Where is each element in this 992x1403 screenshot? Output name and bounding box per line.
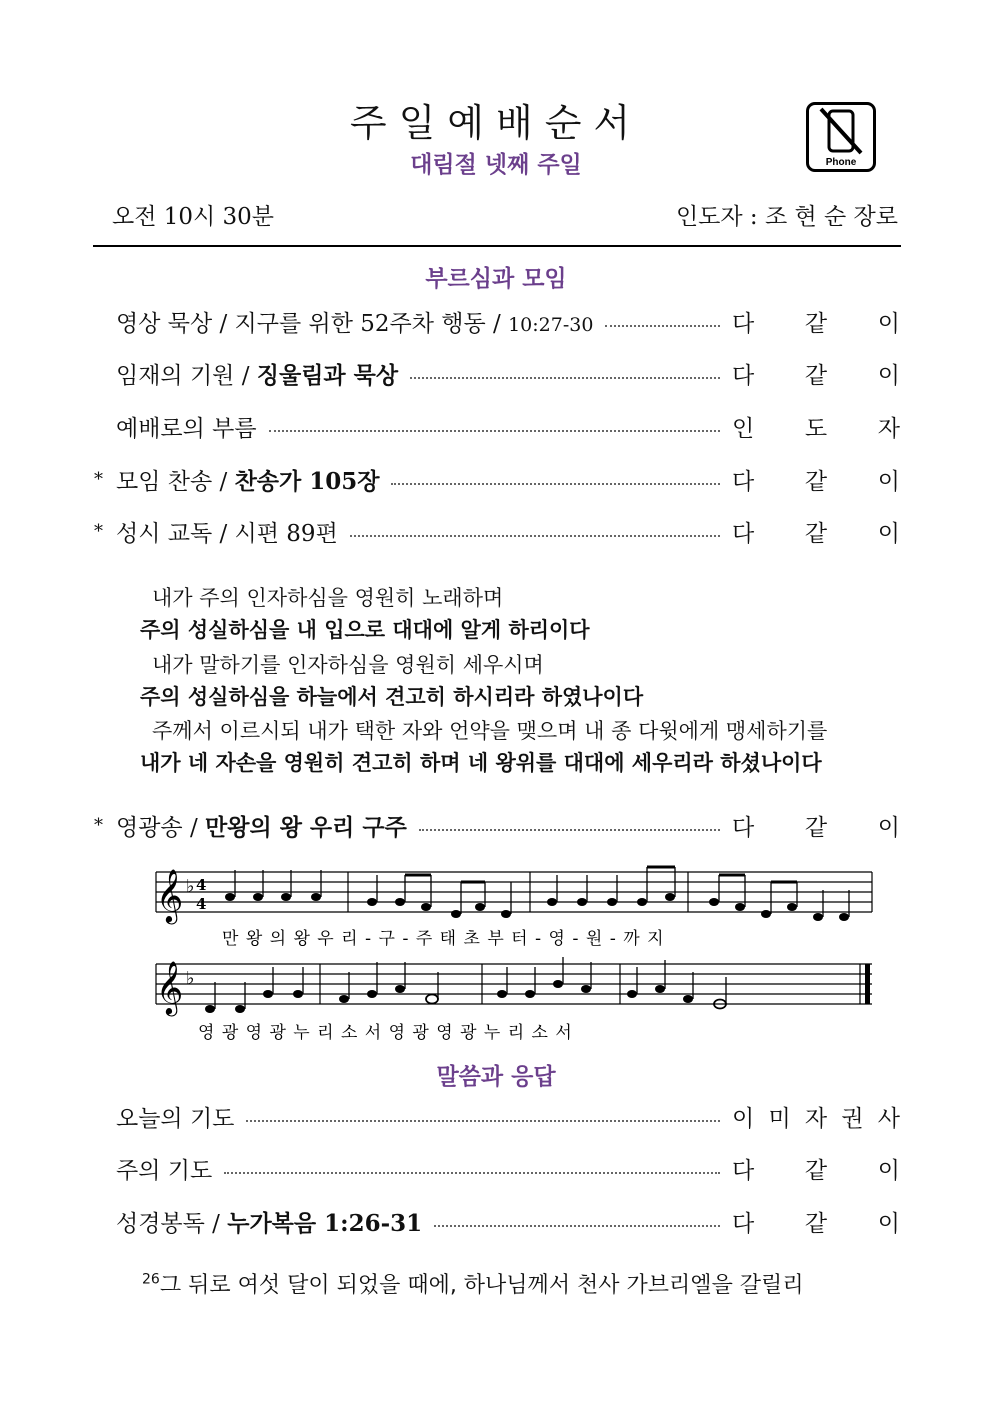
performer-char: 이: [877, 310, 900, 337]
order-item-text: 성경봉독 /: [116, 1210, 228, 1237]
dot-leader: [434, 1223, 720, 1227]
order-item: [94, 1205, 900, 1237]
order-item: [94, 463, 900, 495]
psalm-line: 내가 네 자손을 영원히 견고히 하며 네 왕위를 대대에 세우리라 하셨나이다: [140, 751, 822, 775]
scripture-verse: [142, 1268, 804, 1299]
performer-char: 이: [732, 1105, 755, 1132]
service-leader: 인도자 : 조 현 순 장로: [675, 204, 898, 230]
order-item-text: 영광송 /: [116, 814, 206, 841]
performer-char: 다: [732, 520, 755, 547]
order-item-text: 모임 찬송 /: [116, 468, 235, 495]
standing-mark: *: [94, 468, 103, 490]
dot-leader: [224, 1170, 720, 1174]
dot-leader: [246, 1118, 720, 1122]
svg-text:4: 4: [196, 876, 207, 894]
order-item-label: [116, 515, 338, 548]
svg-text:4: 4: [196, 895, 207, 913]
order-item-performer: [732, 410, 900, 443]
order-item-performer: [732, 1100, 900, 1133]
order-item-text: 예배로의 부름: [116, 415, 257, 442]
page-subtitle: 대림절 넷째 주일: [410, 152, 582, 178]
psalm-line: 내가 주의 인자하심을 영원히 노래하며: [152, 586, 504, 610]
treble-clef-icon: 𝄞: [156, 960, 184, 1014]
order-item-text: 주의 기도: [116, 1157, 213, 1184]
psalm-line: 주께서 이르시되 내가 택한 자와 언약을 맺으며 내 종 다윗에게 맹세하기를: [152, 719, 828, 743]
order-item: [94, 1100, 900, 1132]
order-item: [94, 410, 900, 442]
header-divider: [93, 245, 901, 247]
performer-char: 이: [877, 468, 900, 495]
order-item-label: [116, 463, 379, 496]
order-item-label: [116, 357, 398, 390]
order-item-label: [116, 809, 407, 842]
order-item-performer: [732, 305, 900, 338]
verse-number: 26: [142, 1271, 160, 1288]
treble-clef-icon: 𝄞: [156, 868, 184, 922]
standing-mark: *: [94, 520, 103, 542]
performer-char: 인: [732, 415, 755, 442]
order-item-bold: 찬송가 105장: [234, 467, 380, 495]
notes-line-1: [225, 893, 849, 921]
order-item-text: 임재의 기원 /: [116, 362, 257, 389]
phone-icon-label: Phone: [825, 157, 857, 168]
order-item-ref: 10:27-30: [508, 313, 594, 336]
lyrics-line-1: 만 왕 의 왕 우 리 - 구 - 주 태 초 부 터 - 영 - 원 - 까 지: [222, 929, 665, 949]
order-item: [94, 357, 900, 389]
performer-char: 다: [732, 310, 755, 337]
order-item-label: [116, 1100, 234, 1133]
psalm-line: 주의 성실하심을 하늘에서 견고히 하시리라 하였나이다: [140, 685, 644, 709]
order-item-performer: [732, 357, 900, 390]
psalm-line: 주의 성실하심을 내 입으로 대대에 알게 하리이다: [140, 618, 590, 642]
dot-leader: [605, 323, 720, 327]
order-item-performer: [732, 1152, 900, 1185]
verse-text: 그 뒤로 여섯 달이 되었을 때에, 하나님께서 천사 가브리엘을 갈릴리: [159, 1273, 804, 1298]
performer-char: 이: [877, 1157, 900, 1184]
performer-char: 다: [732, 1157, 755, 1184]
music-score: [150, 862, 880, 1042]
page-title: 주일예배순서: [349, 101, 643, 145]
performer-char: 사: [877, 1105, 900, 1132]
order-item-text: 영상 묵상 / 지구를 위한 52주차 행동 /: [116, 310, 509, 337]
performer-char: 자: [804, 1105, 828, 1132]
lyrics-line-2: 영 광 영 광 누 리 소 서 영 광 영 광 누 리 소 서: [198, 1023, 573, 1042]
performer-char: 같: [804, 310, 828, 337]
performer-char: 이: [877, 814, 900, 841]
order-item-text: 성시 교독 / 시편 89편: [116, 520, 338, 547]
performer-char: 같: [804, 520, 828, 547]
psalm-line: 내가 말하기를 인자하심을 영원히 세우시며: [152, 653, 544, 677]
staff-2: [156, 964, 872, 1004]
section-word: 말씀과 응답: [436, 1064, 556, 1090]
performer-char: 이: [877, 1210, 900, 1237]
order-item-label: [116, 410, 257, 443]
dot-leader: [419, 827, 720, 831]
order-item-bold: 만왕의 왕 우리 구주: [205, 813, 407, 841]
order-item: [94, 1152, 900, 1184]
dot-leader: [410, 375, 720, 379]
order-item-label: [116, 1152, 212, 1185]
order-item-bold: 누가복음 1:26-31: [227, 1209, 423, 1237]
dot-leader: [350, 533, 720, 537]
performer-char: 이: [877, 362, 900, 389]
order-item-performer: [732, 809, 900, 842]
performer-char: 다: [732, 814, 755, 841]
performer-char: 같: [804, 1210, 828, 1237]
order-item-performer: [732, 1205, 900, 1238]
performer-char: 이: [877, 520, 900, 547]
order-item: [94, 305, 900, 337]
order-item-text: 오늘의 기도: [116, 1105, 235, 1132]
standing-mark: *: [94, 814, 103, 836]
performer-char: 같: [804, 362, 828, 389]
service-time: 오전 10시 30분: [112, 204, 275, 230]
order-item-performer: [732, 515, 900, 548]
performer-char: 같: [804, 1157, 828, 1184]
performer-char: 도: [804, 415, 828, 442]
performer-char: 다: [732, 468, 755, 495]
flat-icon: ♭: [186, 968, 195, 989]
performer-char: 권: [841, 1105, 864, 1132]
order-item-label: [116, 1205, 422, 1238]
performer-char: 다: [732, 1210, 755, 1237]
performer-char: 같: [804, 468, 828, 495]
performer-char: 다: [732, 362, 755, 389]
section-gathering: 부르심과 모임: [425, 266, 567, 292]
no-phone-icon: [806, 102, 876, 172]
dot-leader: [391, 481, 720, 485]
performer-char: 같: [804, 814, 828, 841]
performer-char: 자: [877, 415, 900, 442]
order-item: [94, 515, 900, 547]
dot-leader: [269, 428, 720, 432]
order-item-performer: [732, 463, 900, 496]
flat-icon: ♭: [186, 876, 195, 897]
order-item: [94, 809, 900, 841]
order-item-bold: 징울림과 묵상: [256, 361, 399, 389]
order-item-label: [116, 305, 593, 338]
performer-char: 미: [768, 1105, 791, 1132]
